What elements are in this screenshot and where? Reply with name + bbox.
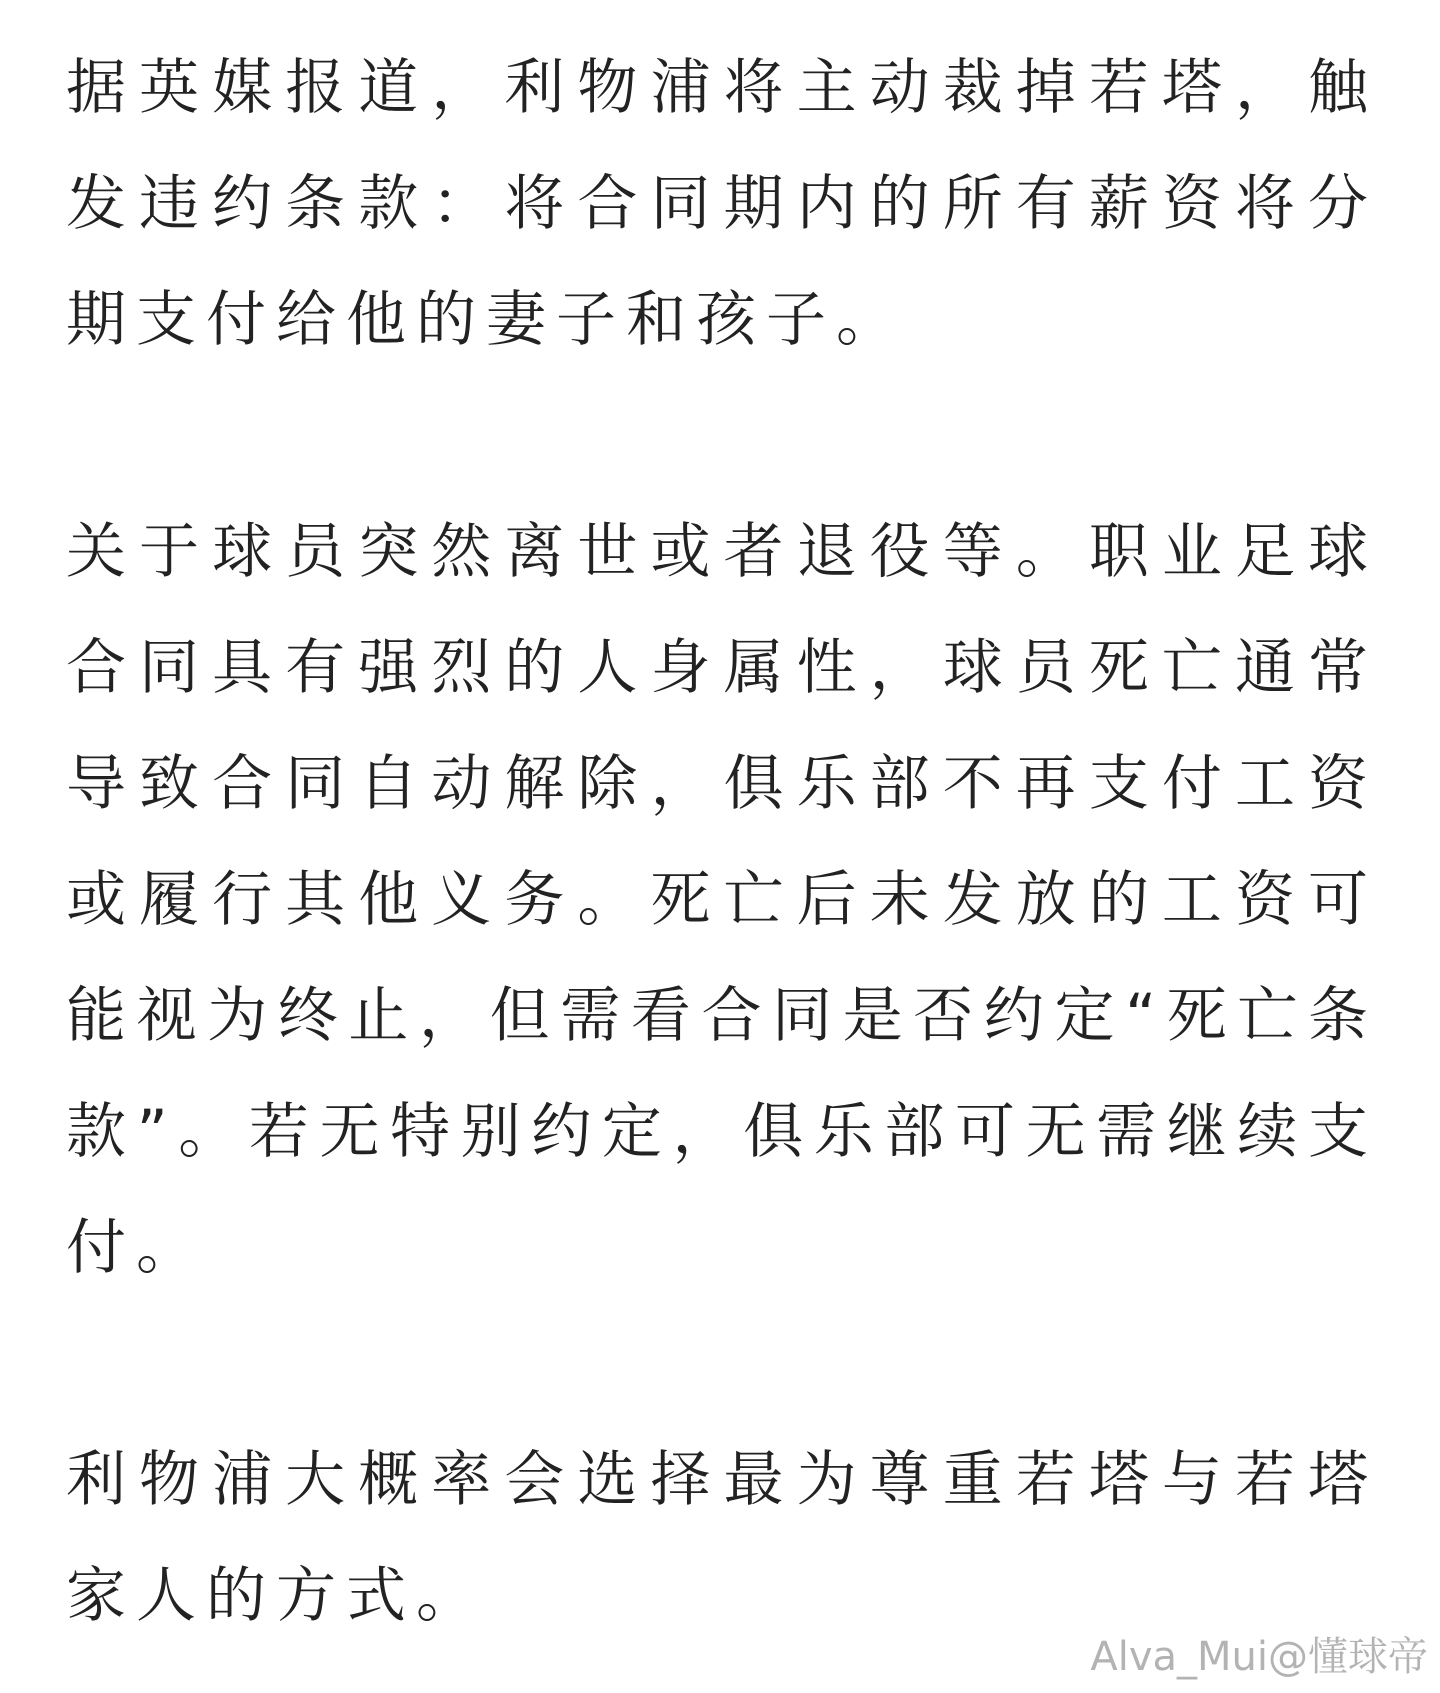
article-paragraph-2: 关于球员突然离世或者退役等。职业足球合同具有强烈的人身属性，球员死亡通常导致合同自动解除，俱乐部不再支付工资或履行其他义务。死亡后未发放的工资可能视为终止，但需看合同是否约定“死亡条款”。若无特别约定，俱乐部可无需继续支付。 <box>66 517 1378 1283</box>
author-watermark: Alva_Mui@懂球帝 <box>1090 1634 1428 1680</box>
article-paragraph-3: 利物浦大概率会选择最为尊重若塔与若塔家人的方式。 <box>66 1445 1378 1631</box>
article-body <box>66 30 1378 1654</box>
article-paragraph-1: 据英媒报道，利物浦将主动裁掉若塔，触发违约条款：将合同期内的所有薪资将分期支付给他的妻子和孩子。 <box>66 53 1378 355</box>
